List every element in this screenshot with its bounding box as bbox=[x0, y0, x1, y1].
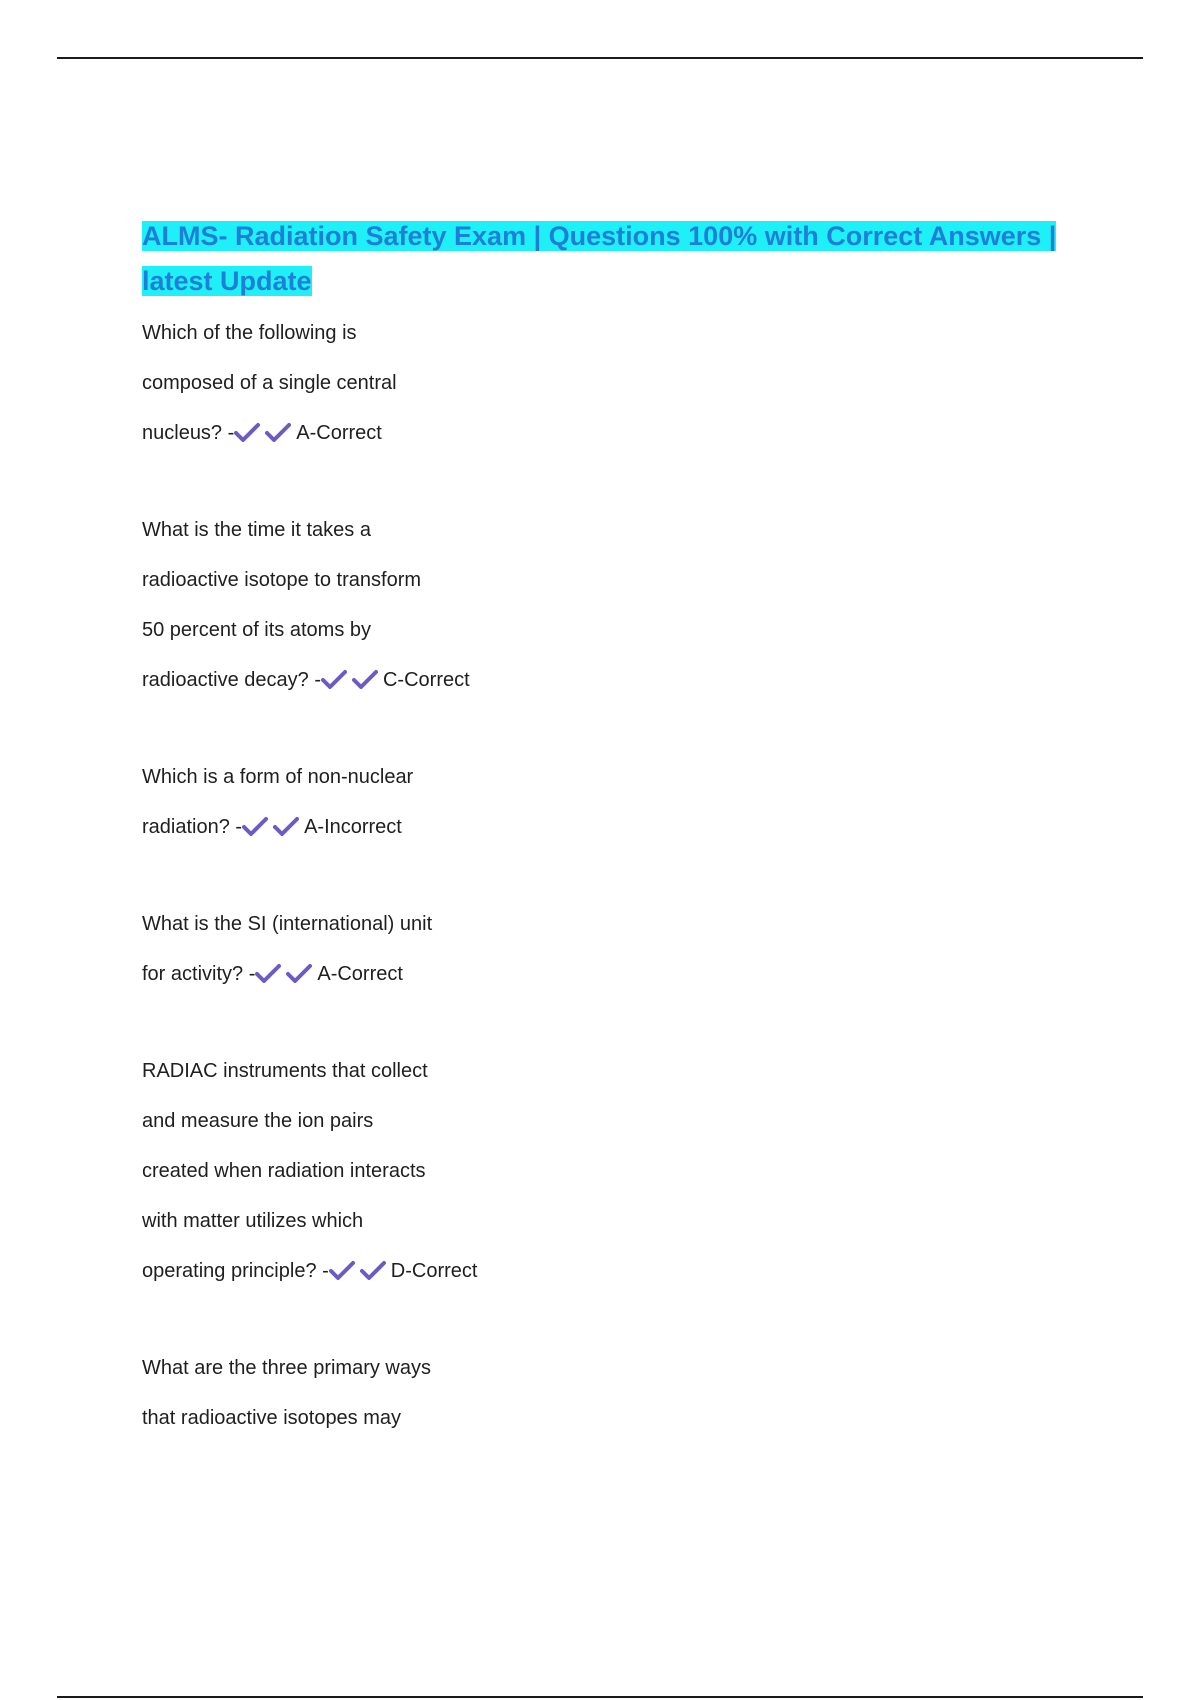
question-line bbox=[142, 899, 1082, 949]
question-line bbox=[142, 308, 1082, 358]
checkmark-icon bbox=[265, 422, 291, 442]
answer-text: D-Correct bbox=[390, 1260, 478, 1282]
checkmark-icon bbox=[286, 963, 312, 983]
question-text: Which is a form of non-nuclear bbox=[142, 766, 414, 788]
question-block bbox=[142, 752, 1082, 852]
question-text: that radioactive isotopes may bbox=[142, 1407, 402, 1429]
question-block bbox=[142, 505, 1082, 705]
question-text: radioactive isotope to transform bbox=[142, 569, 422, 591]
answer-text: A-Correct bbox=[296, 422, 382, 444]
question-text: for activity? - bbox=[142, 963, 256, 985]
question-line bbox=[142, 605, 1082, 655]
top-rule bbox=[57, 57, 1143, 59]
question-line bbox=[142, 1393, 1082, 1443]
question-line bbox=[142, 802, 1082, 852]
bottom-rule bbox=[57, 1696, 1143, 1698]
question-line bbox=[142, 1196, 1082, 1246]
question-text: radioactive decay? - bbox=[142, 669, 321, 691]
question-block bbox=[142, 1343, 1082, 1443]
document-body bbox=[142, 214, 1082, 1490]
question-line bbox=[142, 555, 1082, 605]
document-title-text: ALMS- Radiation Safety Exam | Questions 100% with Correct Answers | latest Update bbox=[142, 221, 1057, 296]
question-line bbox=[142, 505, 1082, 555]
question-line bbox=[142, 655, 1082, 705]
question-line bbox=[142, 1343, 1082, 1393]
qa-list bbox=[142, 308, 1082, 1443]
checkmark-icon bbox=[360, 1260, 386, 1280]
question-line bbox=[142, 949, 1082, 999]
question-text: with matter utilizes which bbox=[142, 1210, 364, 1232]
question-line bbox=[142, 408, 1082, 458]
question-text: operating principle? - bbox=[142, 1260, 329, 1282]
checkmark-icon bbox=[255, 963, 281, 983]
question-text: What are the three primary ways bbox=[142, 1357, 431, 1379]
question-text: and measure the ion pairs bbox=[142, 1110, 374, 1132]
checkmark-icon bbox=[329, 1260, 355, 1280]
question-text: 50 percent of its atoms by bbox=[142, 619, 372, 641]
answer-text: A-Incorrect bbox=[304, 816, 402, 838]
checkmark-icon bbox=[352, 669, 378, 689]
question-text: Which of the following is bbox=[142, 322, 357, 344]
question-text: RADIAC instruments that collect bbox=[142, 1060, 428, 1082]
checkmark-icon bbox=[321, 669, 347, 689]
question-line bbox=[142, 1146, 1082, 1196]
question-block bbox=[142, 899, 1082, 999]
question-line bbox=[142, 358, 1082, 408]
question-text: radiation? - bbox=[142, 816, 243, 838]
question-block bbox=[142, 308, 1082, 458]
checkmark-icon bbox=[242, 816, 268, 836]
answer-text: C-Correct bbox=[382, 669, 470, 691]
answer-text: A-Correct bbox=[317, 963, 403, 985]
question-text: nucleus? - bbox=[142, 422, 235, 444]
question-line bbox=[142, 1096, 1082, 1146]
question-text: created when radiation interacts bbox=[142, 1160, 426, 1182]
question-line bbox=[142, 1046, 1082, 1096]
checkmark-icon bbox=[234, 422, 260, 442]
document-title bbox=[142, 214, 1082, 304]
question-line bbox=[142, 752, 1082, 802]
question-text: What is the SI (international) unit bbox=[142, 913, 433, 935]
question-text: What is the time it takes a bbox=[142, 519, 371, 541]
question-text: composed of a single central bbox=[142, 372, 397, 394]
question-block bbox=[142, 1046, 1082, 1296]
checkmark-icon bbox=[273, 816, 299, 836]
question-line bbox=[142, 1246, 1082, 1296]
